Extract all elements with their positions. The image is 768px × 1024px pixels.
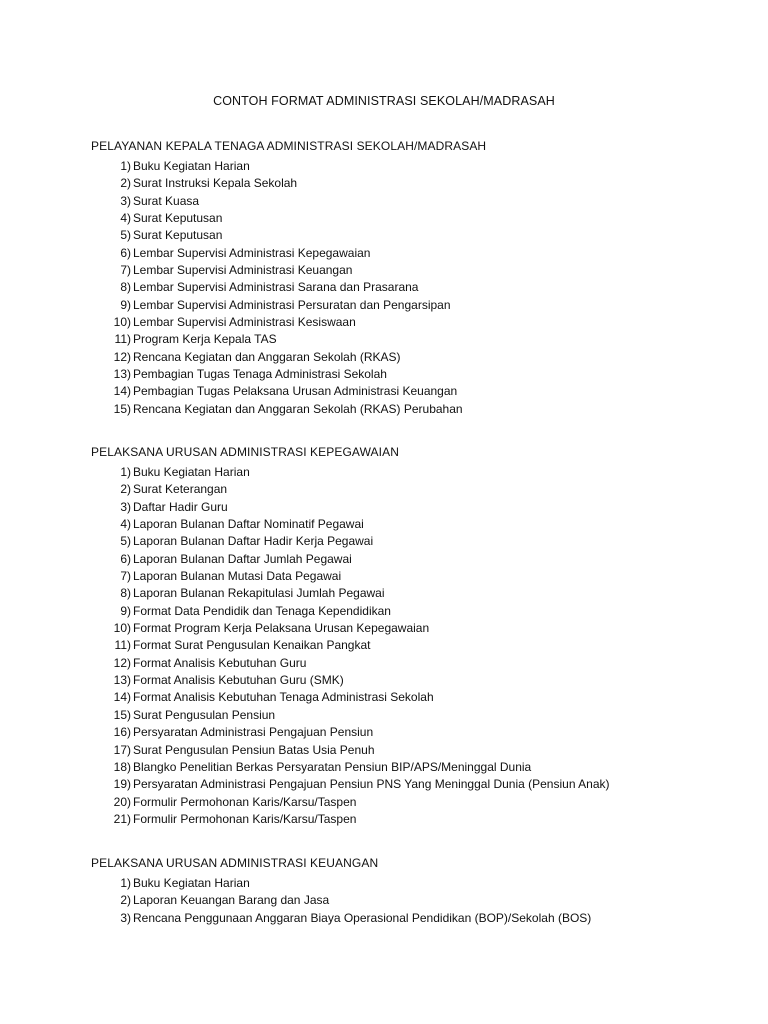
list-item <box>91 262 731 279</box>
list-item <box>91 759 731 776</box>
list-item-text: Format Program Kerja Pelaksana Urusan Kepegawaian <box>133 621 430 636</box>
list-item-text: Rencana Kegiatan dan Anggaran Sekolah (RKAS) <box>133 349 401 364</box>
list-item-number: 17) <box>113 742 131 757</box>
list-item-number: 12) <box>113 349 131 364</box>
list-item <box>91 707 731 724</box>
list-item-number: 7) <box>120 263 131 278</box>
list-item-number: 18) <box>113 759 131 774</box>
list-item-number: 15) <box>113 401 131 416</box>
list-item-text: Rencana Penggunaan Anggaran Biaya Operasional Pendidikan (BOP)/Sekolah (BOS) <box>133 910 592 925</box>
list-item-number: 9) <box>120 297 131 312</box>
list-item <box>91 724 731 741</box>
list-item-number: 3) <box>120 193 131 208</box>
list-item <box>91 689 731 706</box>
list-item <box>91 227 731 244</box>
list-item <box>91 910 731 927</box>
list-item-number: 14) <box>113 690 131 705</box>
list-item <box>91 620 731 637</box>
list-item <box>91 516 731 533</box>
section-heading: PELAKSANA URUSAN ADMINISTRASI KEPEGAWAIAN <box>91 445 399 459</box>
list-item-number: 16) <box>113 725 131 740</box>
list-item-text: Surat Kuasa <box>133 193 200 208</box>
list-item-number: 4) <box>120 211 131 226</box>
list-item-text: Blangko Penelitian Berkas Persyaratan Pensiun BIP/APS/Meninggal Dunia <box>133 759 532 774</box>
list-item <box>91 464 731 481</box>
list-item-text: Surat Instruksi Kepala Sekolah <box>133 176 298 191</box>
list-item <box>91 603 731 620</box>
list-item <box>91 297 731 314</box>
list-item-text: Persyaratan Administrasi Pengajuan Pensiun <box>133 725 374 740</box>
list-item-number: 2) <box>120 482 131 497</box>
list-item <box>91 210 731 227</box>
list-item-number: 1) <box>120 465 131 479</box>
list-item <box>91 499 731 516</box>
list-item-text: Format Data Pendidik dan Tenaga Kependidikan <box>133 603 391 618</box>
list-item-number: 6) <box>120 551 131 566</box>
list-item-number: 3) <box>120 499 131 514</box>
list-item <box>91 349 731 366</box>
list-item <box>91 193 731 210</box>
list-item <box>91 742 731 759</box>
list-item <box>91 383 731 400</box>
list-item-text: Rencana Kegiatan dan Anggaran Sekolah (RKAS) Perubahan <box>133 401 463 416</box>
list-item <box>91 331 731 348</box>
list-item-text: Surat Pengusulan Pensiun <box>133 707 276 722</box>
list-item-number: 11) <box>114 332 131 347</box>
list-item-number: 5) <box>120 228 131 243</box>
list-item <box>91 551 731 568</box>
list-item-number: 4) <box>120 517 131 532</box>
list-item-number: 3) <box>120 910 131 925</box>
list-item-text: Lembar Supervisi Administrasi Keuangan <box>133 263 353 278</box>
list-item <box>91 245 731 262</box>
list-item-number: 10) <box>113 315 131 330</box>
section-list <box>91 875 731 927</box>
list-item-text: Surat Keputusan <box>133 228 223 243</box>
list-item-text: Formulir Permohonan Karis/Karsu/Taspen <box>133 794 357 809</box>
list-item-text: Buku Kegiatan Harian <box>133 159 250 173</box>
list-item-text: Lembar Supervisi Administrasi Sarana dan Prasarana <box>133 280 419 295</box>
list-item-text: Lembar Supervisi Administrasi Persuratan dan Pengarsipan <box>133 297 451 312</box>
list-item-number: 19) <box>113 777 131 792</box>
list-item-number: 2) <box>120 893 131 908</box>
list-item <box>91 811 731 828</box>
list-item-text: Daftar Hadir Guru <box>133 499 228 514</box>
list-item <box>91 279 731 296</box>
list-item-text: Surat Pengusulan Pensiun Batas Usia Penuh <box>133 742 375 757</box>
list-item-text: Laporan Bulanan Mutasi Data Pegawai <box>133 569 342 584</box>
list-item-number: 20) <box>113 794 131 809</box>
document-title: CONTOH FORMAT ADMINISTRASI SEKOLAH/MADRASAH <box>213 94 555 108</box>
section-heading: PELAKSANA URUSAN ADMINISTRASI KEUANGAN <box>91 856 379 870</box>
section-pelayanan-kepala-tas <box>91 138 731 418</box>
list-item <box>91 158 731 175</box>
list-item-number: 12) <box>113 655 131 670</box>
list-item-text: Lembar Supervisi Administrasi Kepegawaian <box>133 245 371 260</box>
list-item-number: 13) <box>113 673 131 688</box>
list-item-number: 7) <box>120 569 131 584</box>
section-keuangan <box>91 855 731 927</box>
list-item-number: 5) <box>120 534 131 549</box>
list-item <box>91 875 731 892</box>
list-item-text: Surat Keputusan <box>133 211 223 226</box>
list-item-text: Format Surat Pengusulan Kenaikan Pangkat <box>133 638 371 653</box>
list-item-text: Laporan Bulanan Daftar Hadir Kerja Pegawai <box>133 534 374 549</box>
list-item-text: Laporan Bulanan Rekapitulasi Jumlah Pegawai <box>133 586 385 601</box>
list-item-text: Formulir Permohonan Karis/Karsu/Taspen <box>133 811 357 826</box>
list-item <box>91 794 731 811</box>
list-item-text: Persyaratan Administrasi Pengajuan Pensiun PNS Yang Meninggal Dunia (Pensiun Anak) <box>133 777 610 792</box>
list-item-text: Pembagian Tugas Tenaga Administrasi Sekolah <box>133 367 387 382</box>
list-item-text: Buku Kegiatan Harian <box>133 465 250 479</box>
list-item-number: 8) <box>120 280 131 295</box>
list-item-number: 6) <box>120 245 131 260</box>
section-kepegawaian <box>91 444 731 828</box>
list-item <box>91 568 731 585</box>
list-item <box>91 366 731 383</box>
list-item-number: 9) <box>120 603 131 618</box>
list-item-text: Laporan Keuangan Barang dan Jasa <box>133 893 330 908</box>
list-item <box>91 175 731 192</box>
section-heading: PELAYANAN KEPALA TENAGA ADMINISTRASI SEKOLAH/MADRASAH <box>91 139 487 153</box>
list-item-number: 2) <box>120 176 131 191</box>
section-list <box>91 158 731 418</box>
list-item <box>91 533 731 550</box>
list-item-number: 14) <box>113 384 131 399</box>
section-list <box>91 464 731 828</box>
list-item-number: 11) <box>114 638 131 653</box>
list-item-text: Lembar Supervisi Administrasi Kesiswaan <box>133 315 356 330</box>
list-item <box>91 776 731 793</box>
list-item-text: Format Analisis Kebutuhan Guru <box>133 655 307 670</box>
list-item <box>91 672 731 689</box>
list-item-text: Laporan Bulanan Daftar Jumlah Pegawai <box>133 551 352 566</box>
list-item-number: 21) <box>113 811 131 826</box>
list-item-text: Format Analisis Kebutuhan Tenaga Administrasi Sekolah <box>133 690 434 705</box>
list-item-text: Format Analisis Kebutuhan Guru (SMK) <box>133 673 344 688</box>
list-item-number: 15) <box>113 707 131 722</box>
list-item-text: Buku Kegiatan Harian <box>133 876 250 890</box>
list-item-text: Surat Keterangan <box>133 482 228 497</box>
list-item <box>91 655 731 672</box>
list-item <box>91 585 731 602</box>
list-item <box>91 401 731 418</box>
list-item <box>91 637 731 654</box>
list-item-number: 10) <box>113 621 131 636</box>
list-item-text: Program Kerja Kepala TAS <box>133 332 277 347</box>
list-item <box>91 481 731 498</box>
list-item <box>91 314 731 331</box>
list-item-number: 1) <box>120 159 131 173</box>
list-item-text: Pembagian Tugas Pelaksana Urusan Administrasi Keuangan <box>133 384 458 399</box>
list-item-number: 1) <box>120 876 131 890</box>
list-item-text: Laporan Bulanan Daftar Nominatif Pegawai <box>133 517 364 532</box>
list-item-number: 8) <box>120 586 131 601</box>
list-item-number: 13) <box>113 367 131 382</box>
list-item <box>91 892 731 909</box>
